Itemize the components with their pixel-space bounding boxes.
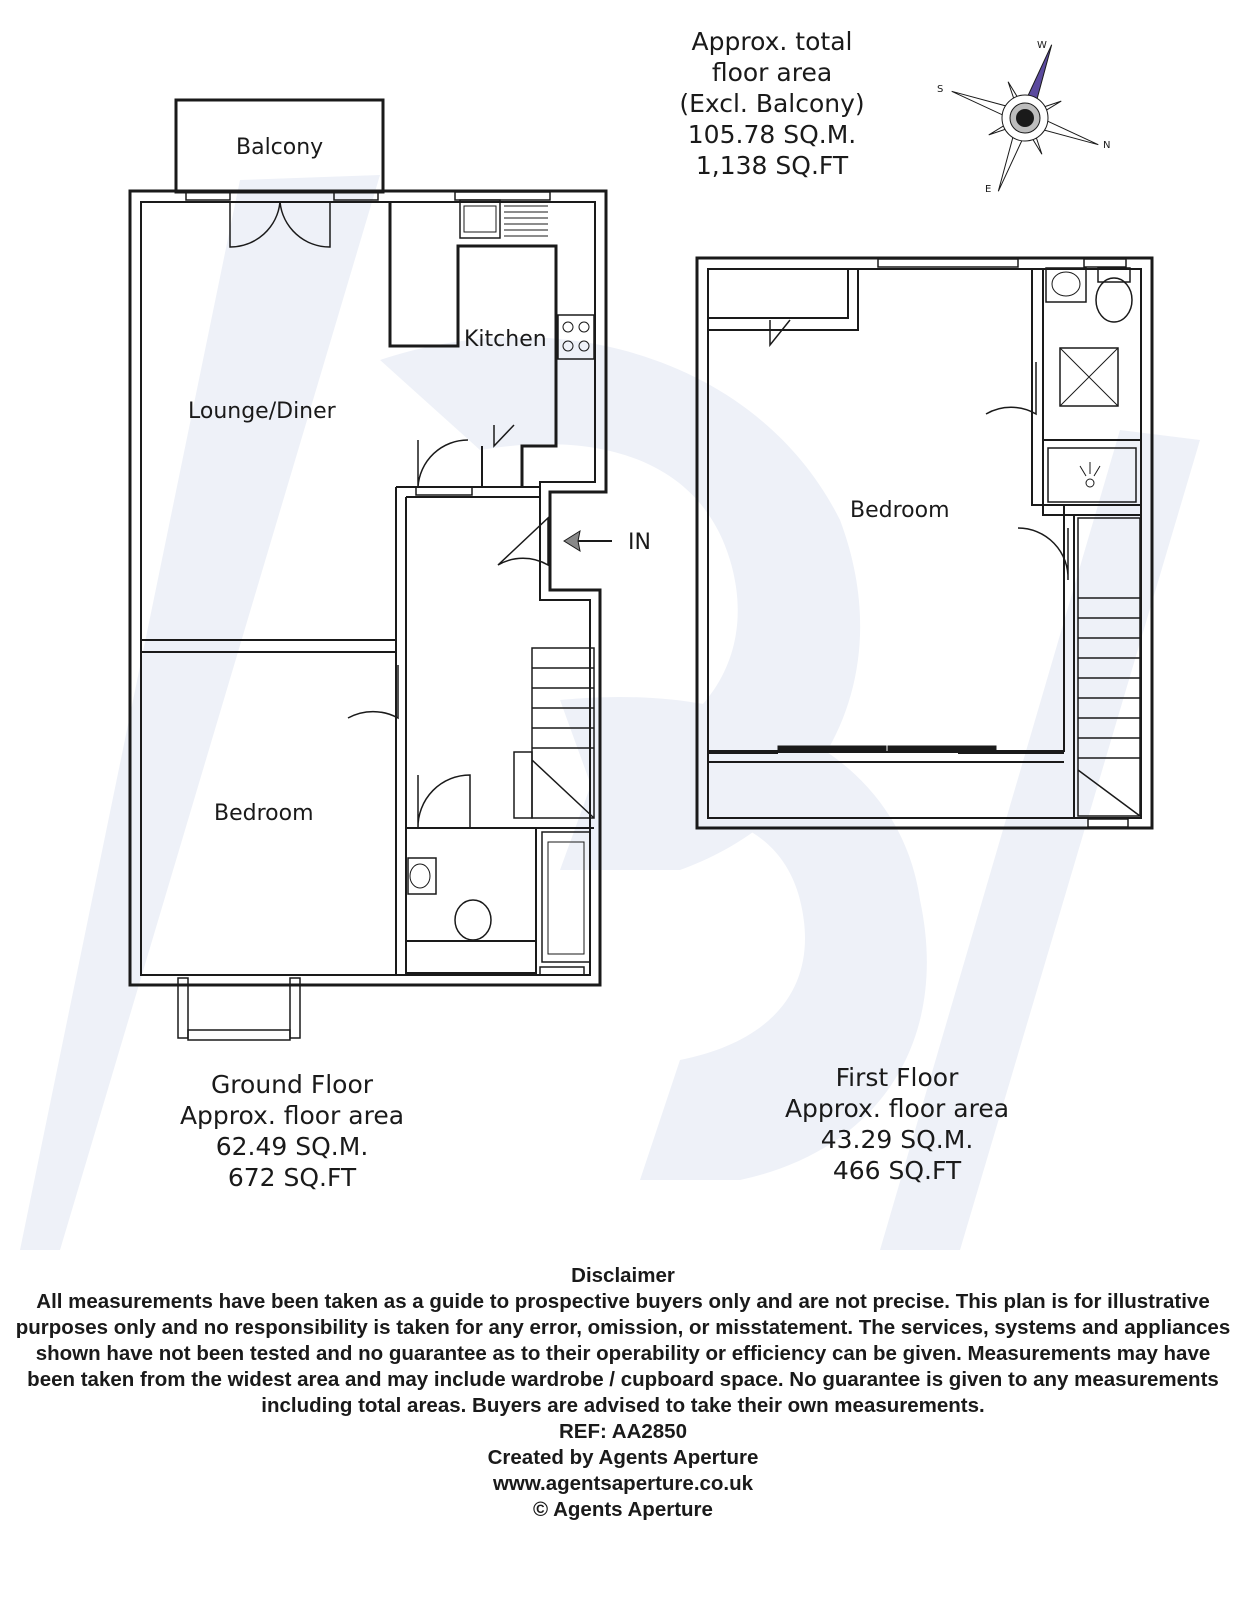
compass-rose-icon	[925, 18, 1125, 218]
first-floor-sqft: 466 SQ.FT	[832, 1156, 962, 1185]
total-area-line1: Approx. total	[691, 27, 853, 56]
total-area-block	[679, 27, 864, 180]
compass-n-label: N	[1103, 140, 1111, 151]
ground-floor-area-block	[180, 1070, 404, 1192]
watermark-logo	[20, 175, 1200, 1250]
compass-w-label: W	[1037, 40, 1047, 51]
disclaimer-website: www.agentsaperture.co.uk	[492, 1472, 754, 1495]
ground-floor-sqm: 62.49 SQ.M.	[215, 1132, 369, 1161]
disclaimer-ref: REF: AA2850	[559, 1420, 687, 1443]
disclaimer-block	[10, 1263, 1236, 1523]
compass-s-label: S	[937, 84, 944, 95]
disclaimer-body: All measurements have been taken as a guide to prospective buyers only and are not precise. This plan is for illustrative purposes only and no responsibility is taken for any error, omission, or misstatement. The services, systems and appliances shown have not been tested and no guarantee as to their operability or efficiency can be given. Measurements may have been taken from the widest area and may include wardrobe / cupboard space. No guarantee is given to any measurements including total areas. Buyers are advised to take their own measurements.	[15, 1290, 1231, 1417]
disclaimer-heading: Disclaimer	[571, 1264, 675, 1287]
total-area-sqft: 1,138 SQ.FT	[695, 151, 849, 180]
first-floor-sqm: 43.29 SQ.M.	[820, 1125, 974, 1154]
ground-floor-sqft: 672 SQ.FT	[227, 1163, 357, 1192]
total-area-line2: floor area	[711, 58, 833, 87]
ground-floor-title: Ground Floor	[210, 1070, 374, 1099]
disclaimer-copyright: © Agents Aperture	[533, 1498, 713, 1521]
first-floor-title: First Floor	[835, 1063, 959, 1092]
entrance-label: IN	[628, 530, 651, 555]
first-floor-area-label: Approx. floor area	[784, 1094, 1010, 1123]
total-area-sqm: 105.78 SQ.M.	[687, 120, 857, 149]
ground-floor-area-label: Approx. floor area	[179, 1101, 405, 1130]
disclaimer-created-by: Created by Agents Aperture	[487, 1446, 759, 1469]
room-label-ground-bedroom: Bedroom	[214, 801, 314, 826]
room-label-kitchen: Kitchen	[464, 327, 547, 352]
room-label-balcony: Balcony	[236, 135, 324, 160]
room-label-lounge-diner: Lounge/Diner	[188, 399, 336, 424]
room-label-first-bedroom: Bedroom	[850, 498, 950, 523]
compass-e-label: E	[985, 184, 992, 195]
total-area-line3: (Excl. Balcony)	[679, 89, 865, 118]
